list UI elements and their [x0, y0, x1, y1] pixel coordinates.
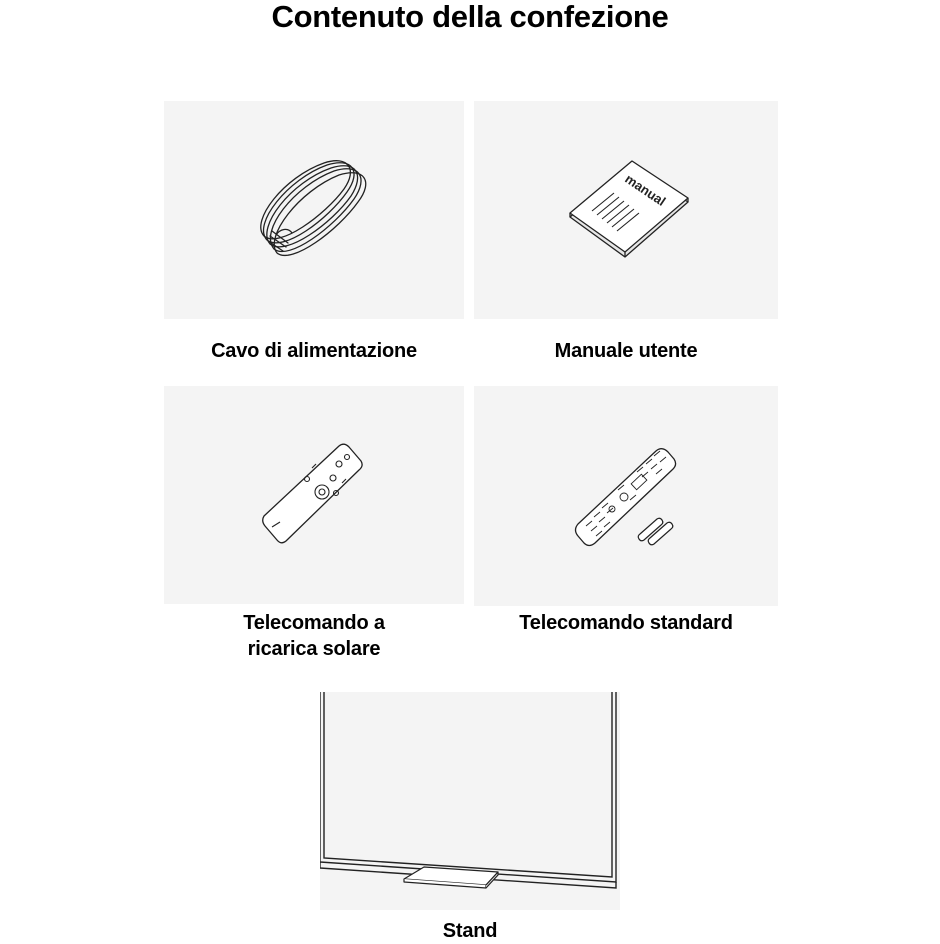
item-label-solar-remote-line-1: Telecomando a — [243, 612, 385, 634]
standard-remote-panel — [474, 386, 778, 606]
item-label-solar-remote — [164, 610, 464, 662]
manual-cover-text: manual — [622, 171, 669, 209]
item-label-solar-remote-line-2: ricarica solare — [247, 638, 381, 660]
power-cable-icon — [164, 101, 464, 319]
item-label-user-manual: Manuale utente — [554, 340, 698, 362]
solar-remote-icon — [164, 386, 464, 604]
tv-stand-icon — [320, 692, 620, 910]
standard-remote-icon — [474, 386, 778, 606]
user-manual-panel — [474, 101, 778, 319]
solar-remote-panel — [164, 386, 464, 604]
tv-stand-panel — [320, 692, 620, 910]
user-manual-icon — [474, 101, 778, 319]
item-label-power-cable: Cavo di alimentazione — [211, 340, 417, 362]
power-cable-panel — [164, 101, 464, 319]
item-label-stand: Stand — [442, 920, 498, 942]
item-label-standard-remote: Telecomando standard — [519, 612, 733, 634]
page-title: Contenuto della confezione — [271, 0, 669, 34]
